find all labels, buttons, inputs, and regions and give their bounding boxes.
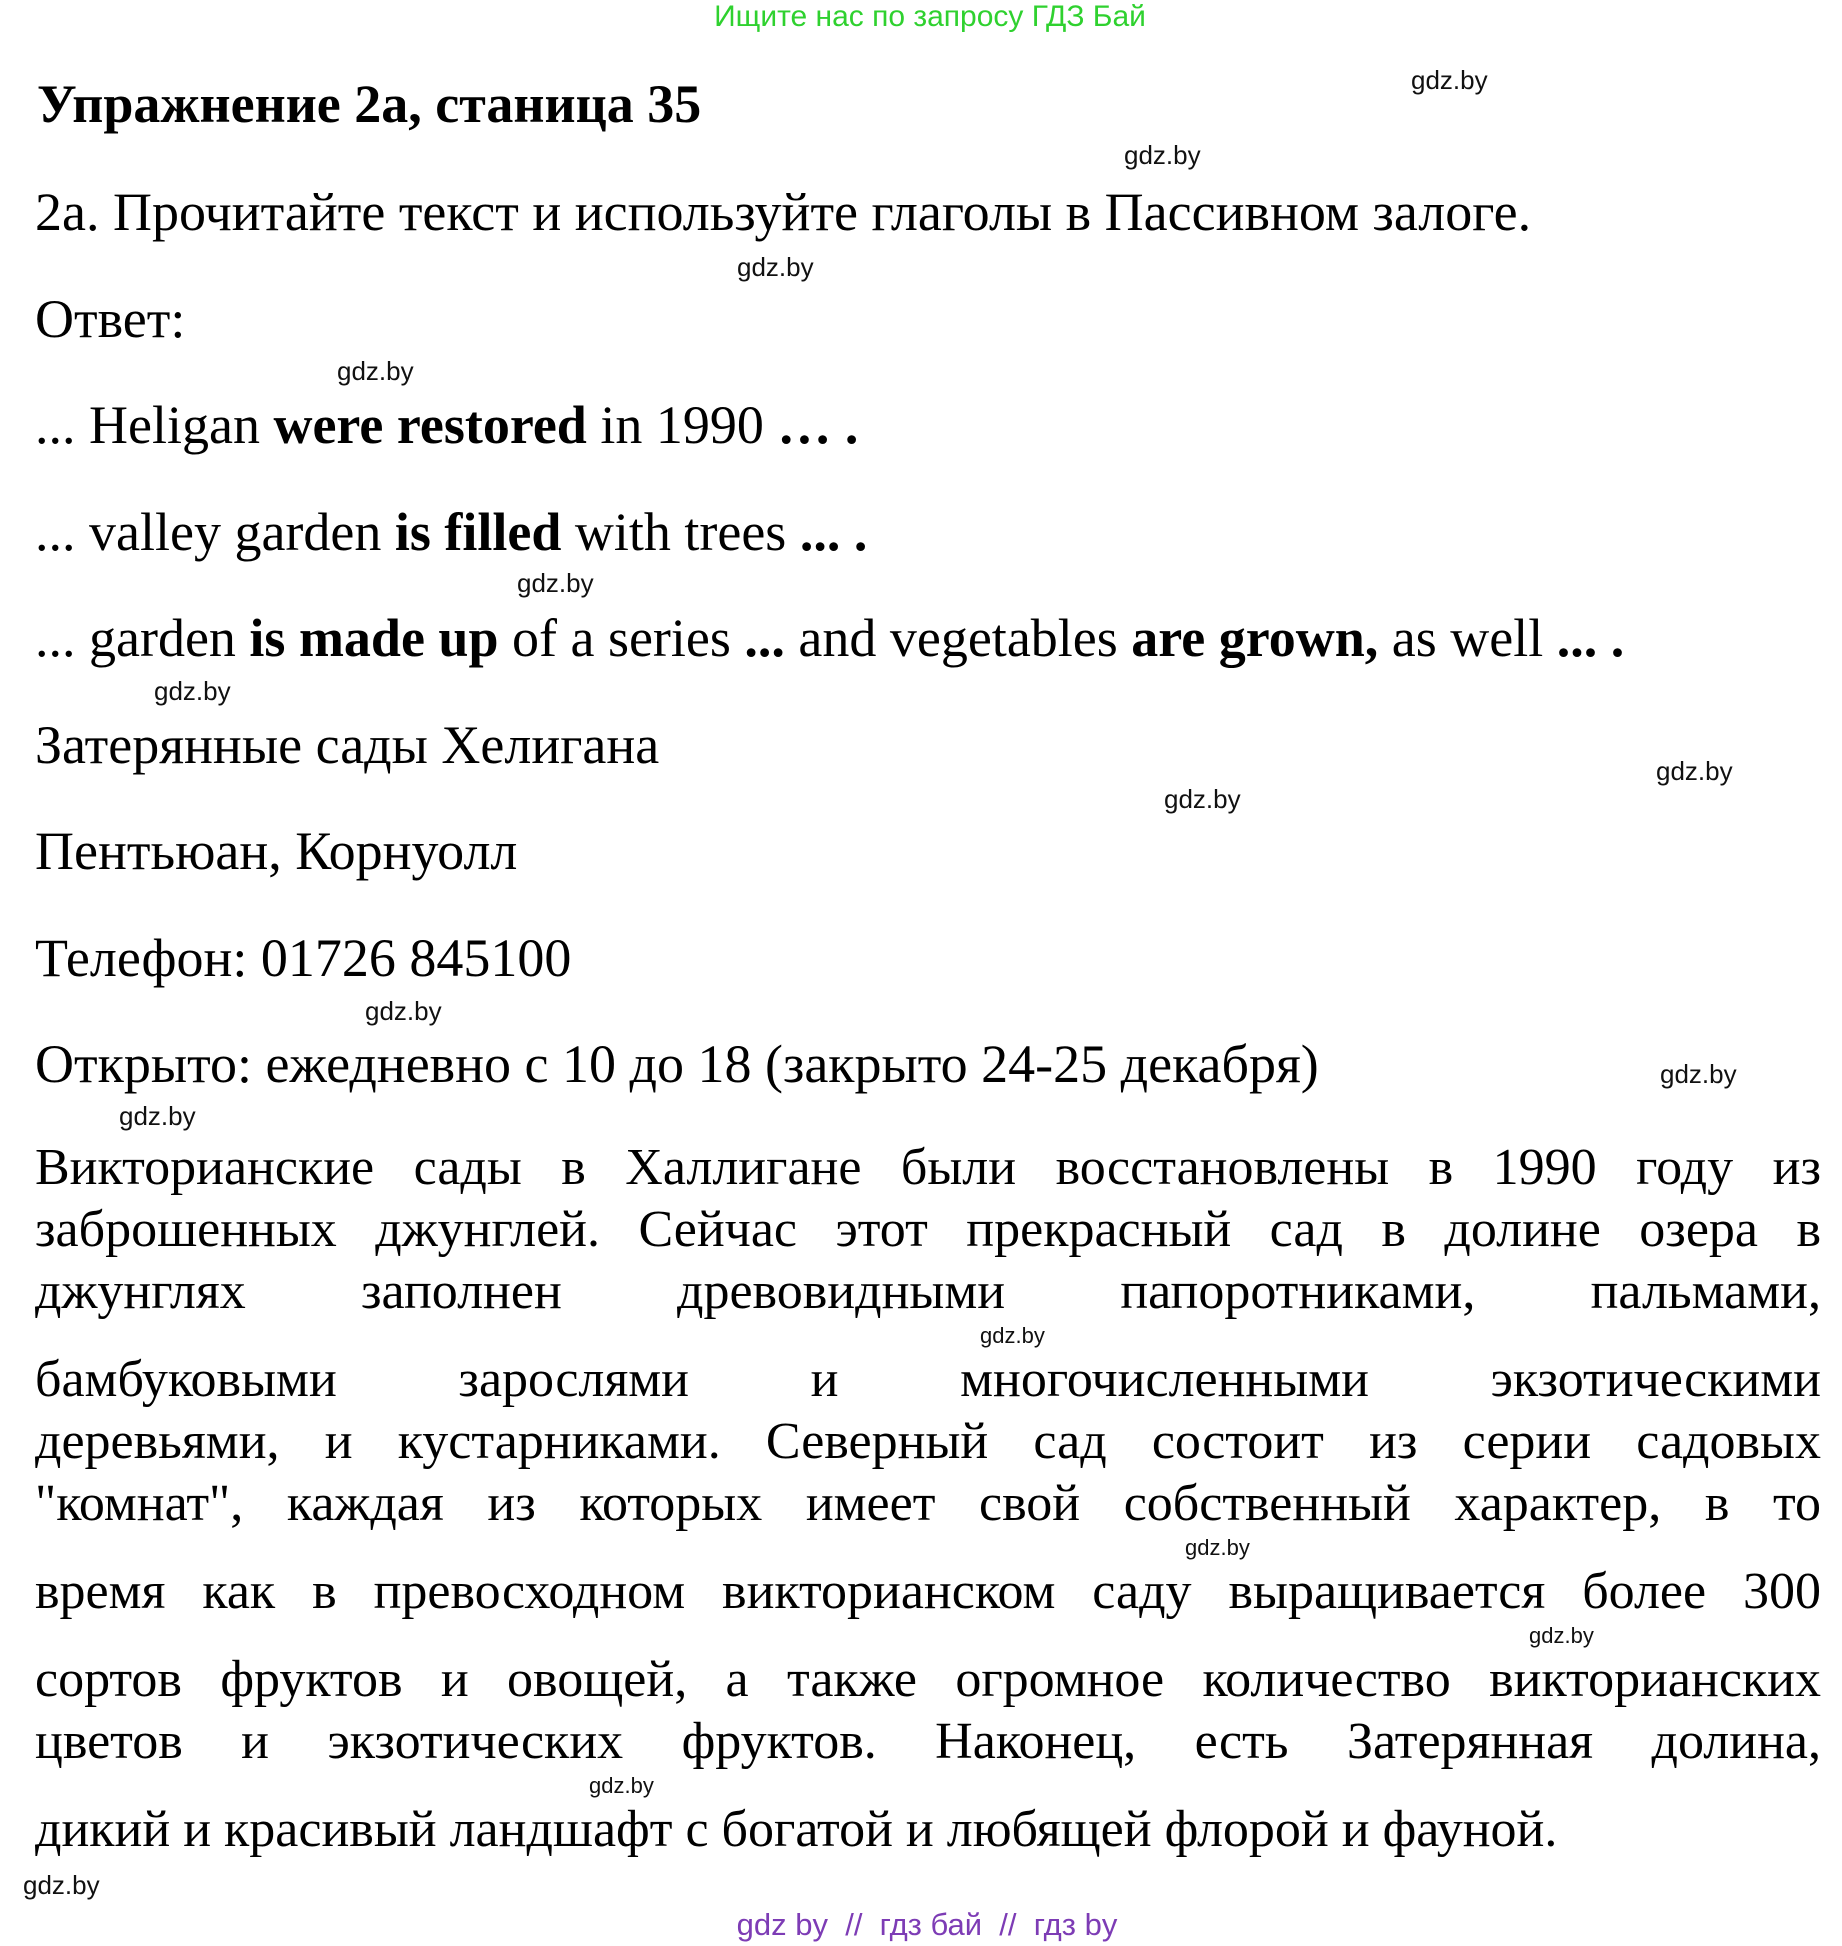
watermark: gdz.by <box>980 1323 1045 1348</box>
paragraph-line: дикий и красивый ландшафт с богатой и любящей флорой и фауной. <box>35 1801 1558 1858</box>
watermark-gap <box>35 1323 1821 1349</box>
answer-line-1 <box>35 394 858 456</box>
answer-verb: were restored <box>273 395 587 455</box>
answer-verb: is filled <box>394 502 562 562</box>
answer-text: in 1990 <box>586 395 778 455</box>
answer-text: of a series <box>498 608 745 668</box>
paragraph-line: бамбуковыми зарослями и многочисленными экзотическими <box>35 1351 1821 1408</box>
answer-verb: is made up <box>249 608 499 668</box>
watermark-gap <box>35 1623 1821 1649</box>
footer-links[interactable]: gdz by // гдз бай // гдз by <box>736 1907 1118 1942</box>
watermark: gdz.by <box>1529 1623 1594 1648</box>
garden-location: Пентьюан, Корнуолл <box>35 821 518 881</box>
watermark: gdz.by <box>517 568 594 598</box>
search-hint-banner: Ищите нас по запросу ГДЗ Бай <box>714 0 1146 33</box>
garden-hours: Открыто: ежедневно с 10 до 18 (закрыто 24-25 декабря) <box>35 1034 1319 1094</box>
answer-label: Ответ: <box>35 289 186 349</box>
paragraph-line: джунглях заполнен древовидными папоротниками, пальмами, <box>35 1263 1821 1320</box>
answer-ellipsis: ... . <box>799 502 868 562</box>
watermark: gdz.by <box>154 676 231 706</box>
answer-verb: are grown, <box>1131 608 1379 668</box>
watermark: gdz.by <box>23 1870 100 1900</box>
answer-ellipsis: ... . <box>1556 608 1625 668</box>
watermark: gdz.by <box>1185 1535 1250 1560</box>
translation-paragraph <box>35 1137 1821 1861</box>
garden-name: Затерянные сады Хелигана <box>35 715 660 775</box>
paragraph-line: сортов фруктов и овощей, а также огромное количество викторианских <box>35 1651 1821 1708</box>
answer-text: as well <box>1378 608 1557 668</box>
watermark: gdz.by <box>365 996 442 1026</box>
watermark: gdz.by <box>1660 1059 1737 1089</box>
garden-phone: Телефон: 01726 845100 <box>35 928 572 988</box>
paragraph-line: "комнат", каждая из которых имеет свой собственный характер, в то <box>35 1475 1821 1532</box>
watermark: gdz.by <box>119 1101 196 1131</box>
watermark-gap <box>35 1535 1821 1561</box>
paragraph-line: Викторианские сады в Халлигане были восстановлены в 1990 году из <box>35 1139 1821 1196</box>
task-text: 2а. Прочитайте текст и используйте глаголы в Пассивном залоге. <box>35 182 1532 242</box>
answer-text: ... garden <box>35 608 250 668</box>
watermark: gdz.by <box>737 252 814 282</box>
watermark: gdz.by <box>589 1773 654 1798</box>
answer-ellipsis: ... <box>744 608 785 668</box>
answer-line-3 <box>35 607 1624 669</box>
watermark-gap <box>35 1773 1821 1799</box>
paragraph-line: заброшенных джунглей. Сейчас этот прекрасный сад в долине озера в <box>35 1201 1821 1258</box>
answer-text: and vegetables <box>784 608 1132 668</box>
watermark: gdz.by <box>337 356 414 386</box>
answer-text: with trees <box>561 502 800 562</box>
page-title: Упражнение 2а, станица 35 <box>37 74 702 134</box>
answer-text: ... valley garden <box>35 502 395 562</box>
paragraph-line: цветов и экзотических фруктов. Наконец, есть Затерянная долина, <box>35 1713 1821 1770</box>
watermark: gdz.by <box>1656 756 1733 786</box>
answer-ellipsis: … . <box>777 395 859 455</box>
answer-text: ... Heligan <box>35 395 274 455</box>
watermark: gdz.by <box>1411 65 1488 95</box>
paragraph-line: время как в превосходном викторианском саду выращивается более 300 <box>35 1563 1821 1620</box>
watermark: gdz.by <box>1164 784 1241 814</box>
paragraph-line: деревьями, и кустарниками. Северный сад состоит из серии садовых <box>35 1413 1821 1470</box>
answer-line-2 <box>35 501 867 563</box>
watermark: gdz.by <box>1124 140 1201 170</box>
